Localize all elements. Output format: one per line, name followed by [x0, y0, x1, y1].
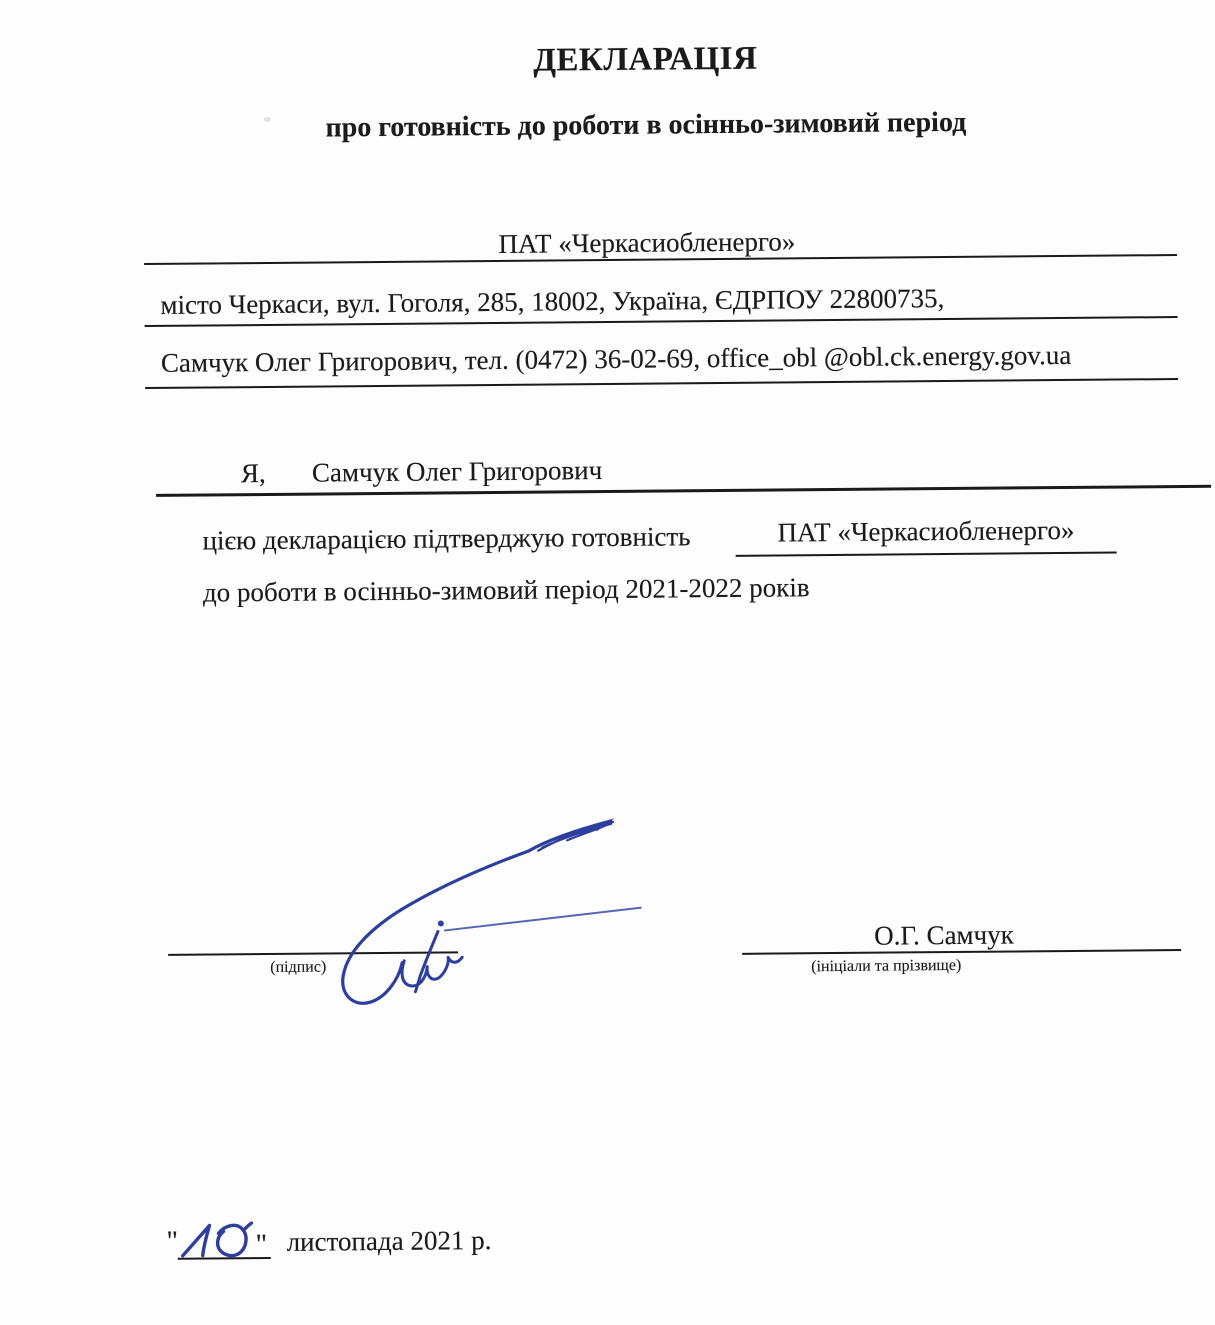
signature-main-stroke [341, 821, 612, 1003]
date-close-quote: " [255, 1228, 268, 1261]
document-subtitle: про готовність до роботи в осінньо-зимовий період [325, 106, 967, 144]
signature-ink [341, 818, 641, 1004]
handwritten-day [182, 1223, 251, 1256]
declarant-prefix: Я, [240, 457, 266, 489]
signature-t-stroke [415, 931, 439, 991]
ruled-line-5 [736, 552, 1117, 557]
signature-line [168, 951, 458, 956]
handwritten-day-digit-1 [182, 1225, 209, 1255]
signature-squiggle [402, 957, 462, 986]
signature-caption: (підпис) [270, 958, 327, 976]
organization-address: місто Черкаси, вул. Гоголя, 285, 18002, Україна, ЄДРПОУ 22800735, [160, 283, 945, 320]
signature-flourish [538, 822, 613, 851]
organization-contact: Самчук Олег Григорович, тел. (0472) 36-02-69, office_obl @obl.ck.energy.gov.ua [160, 339, 1072, 378]
signature-pen-blob [588, 818, 615, 831]
document-title: ДЕКЛАРАЦІЯ [533, 40, 758, 79]
period-text: до роботи в осінньо-зимовий період 2021-2022 років [202, 572, 810, 608]
date-open-quote: " [166, 1225, 179, 1257]
initials-and-surname: О.Г. Самчук [874, 919, 1014, 951]
organization-name: ПАТ «Черкасиобленерго» [498, 226, 796, 259]
handwritten-day-digit-0 [217, 1223, 251, 1256]
initials-caption: (ініціали та прізвище) [811, 956, 962, 976]
signature-cross-dash [445, 908, 641, 931]
signature-dot [438, 920, 444, 926]
scan-speck [264, 117, 271, 122]
date-month-year: листопада 2021 р. [286, 1225, 492, 1257]
declarant-name: Самчук Олег Григорович [311, 455, 603, 488]
confirmation-text: цією декларацією підтверджую готовність [202, 521, 691, 556]
ruled-line-3 [145, 378, 1178, 389]
confirmation-organization: ПАТ «Черкасиобленерго» [777, 514, 1075, 548]
